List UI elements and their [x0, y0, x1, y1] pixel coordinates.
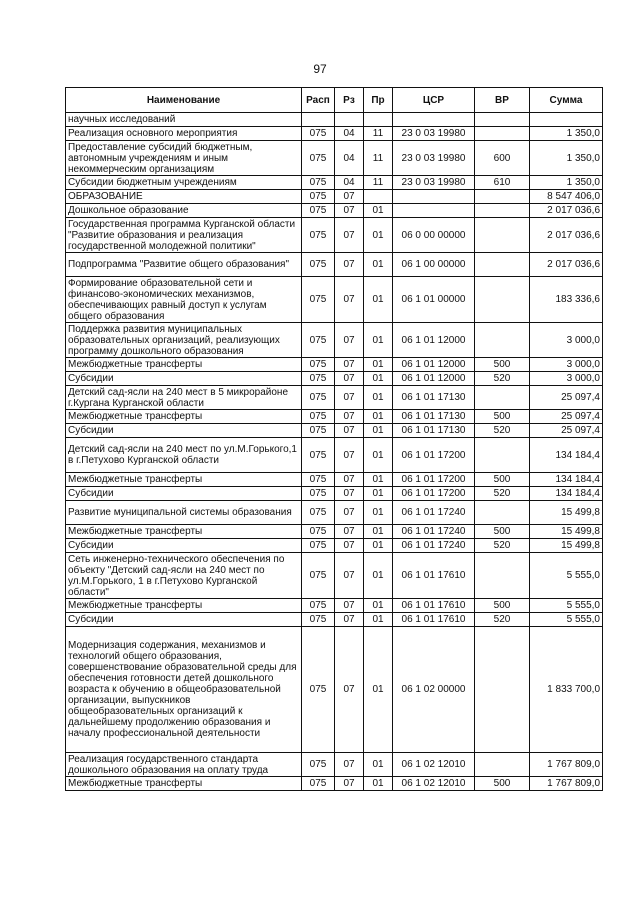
table-row: [66, 204, 603, 218]
row-sum: 15 499,8: [530, 539, 603, 553]
row-sum: 134 184,4: [530, 438, 603, 473]
table-row: [66, 599, 603, 613]
row-sum: 183 336,6: [530, 277, 603, 323]
row-vr: [475, 190, 530, 204]
row-csr: 06 1 01 00000: [393, 277, 475, 323]
row-vr: [475, 204, 530, 218]
row-sum: 1 350,0: [530, 176, 603, 190]
row-name: Межбюджетные трансферты: [66, 777, 302, 791]
table-row: [66, 501, 603, 525]
row-rasp: 075: [302, 501, 335, 525]
row-rasp: 075: [302, 253, 335, 277]
row-pr: 01: [364, 424, 393, 438]
header-name: Наименование: [66, 88, 302, 113]
header-row: [66, 88, 603, 113]
row-vr: 500: [475, 473, 530, 487]
row-sum: 1 767 809,0: [530, 753, 603, 777]
row-rasp: 075: [302, 424, 335, 438]
row-vr: 500: [475, 777, 530, 791]
row-rasp: 075: [302, 127, 335, 141]
row-name: ОБРАЗОВАНИЕ: [66, 190, 302, 204]
row-pr: 01: [364, 539, 393, 553]
row-rasp: 075: [302, 386, 335, 410]
header-csr: ЦСР: [393, 88, 475, 113]
row-vr: 500: [475, 525, 530, 539]
table-row: [66, 372, 603, 386]
row-rz: 07: [335, 627, 364, 753]
row-pr: 01: [364, 599, 393, 613]
table-row: [66, 323, 603, 358]
row-pr: 01: [364, 204, 393, 218]
row-csr: 06 0 00 00000: [393, 218, 475, 253]
table-row: [66, 127, 603, 141]
table-row: [66, 487, 603, 501]
row-rz: 07: [335, 358, 364, 372]
row-vr: 520: [475, 613, 530, 627]
row-csr: 06 1 01 17610: [393, 599, 475, 613]
row-name: Межбюджетные трансферты: [66, 358, 302, 372]
table-row: [66, 613, 603, 627]
row-csr: [393, 190, 475, 204]
row-pr: 11: [364, 176, 393, 190]
row-rz: 04: [335, 176, 364, 190]
row-rasp: 075: [302, 473, 335, 487]
row-rz: 07: [335, 386, 364, 410]
row-rz: 07: [335, 218, 364, 253]
row-rasp: 075: [302, 358, 335, 372]
row-vr: [475, 323, 530, 358]
row-name: Межбюджетные трансферты: [66, 525, 302, 539]
table-row: [66, 218, 603, 253]
header-rz: Рз: [335, 88, 364, 113]
row-rz: 04: [335, 141, 364, 176]
table-row: [66, 424, 603, 438]
row-rasp: 075: [302, 190, 335, 204]
row-rz: 07: [335, 777, 364, 791]
row-vr: [475, 627, 530, 753]
row-name: Межбюджетные трансферты: [66, 599, 302, 613]
row-name: Формирование образовательной сети и финансово-экономических механизмов, обеспечивающих равный доступ к услугам общего образования: [66, 277, 302, 323]
row-sum: 1 767 809,0: [530, 777, 603, 791]
row-name: Межбюджетные трансферты: [66, 410, 302, 424]
row-rasp: 075: [302, 204, 335, 218]
row-csr: 06 1 01 17200: [393, 487, 475, 501]
row-rz: 07: [335, 753, 364, 777]
row-rz: 07: [335, 190, 364, 204]
row-rz: 07: [335, 501, 364, 525]
row-vr: 500: [475, 599, 530, 613]
row-rz: 07: [335, 323, 364, 358]
table-row: [66, 627, 603, 753]
row-sum: 1 350,0: [530, 127, 603, 141]
row-rasp: 075: [302, 323, 335, 358]
row-pr: 01: [364, 372, 393, 386]
row-csr: 06 1 02 12010: [393, 777, 475, 791]
row-vr: [475, 113, 530, 127]
row-rasp: 075: [302, 487, 335, 501]
header-pr: Пр: [364, 88, 393, 113]
row-rz: 07: [335, 473, 364, 487]
row-name: Дошкольное образование: [66, 204, 302, 218]
row-csr: 06 1 01 17200: [393, 473, 475, 487]
row-pr: 01: [364, 277, 393, 323]
table-row: [66, 277, 603, 323]
row-name: Предоставление субсидий бюджетным, автономным учреждениям и иным некоммерческим организациям: [66, 141, 302, 176]
row-rz: 07: [335, 204, 364, 218]
table-row: [66, 410, 603, 424]
row-name: Субсидии: [66, 613, 302, 627]
row-name: Субсидии: [66, 372, 302, 386]
row-csr: 06 1 01 17130: [393, 424, 475, 438]
row-rz: 07: [335, 424, 364, 438]
row-pr: 01: [364, 410, 393, 424]
row-sum: 3 000,0: [530, 358, 603, 372]
row-vr: [475, 438, 530, 473]
row-csr: 06 1 01 17130: [393, 410, 475, 424]
row-name: Субсидии: [66, 487, 302, 501]
row-sum: 134 184,4: [530, 487, 603, 501]
row-name: Субсидии: [66, 424, 302, 438]
row-pr: 01: [364, 487, 393, 501]
row-name: Государственная программа Курганской области "Развитие образования и реализация государственной молодежной политики": [66, 218, 302, 253]
row-rasp: 075: [302, 438, 335, 473]
budget-table: [65, 87, 603, 791]
row-pr: 01: [364, 473, 393, 487]
row-pr: [364, 190, 393, 204]
row-rasp: 075: [302, 141, 335, 176]
row-csr: 06 1 01 17610: [393, 613, 475, 627]
row-csr: 06 1 01 12000: [393, 372, 475, 386]
row-name: Реализация государственного стандарта дошкольного образования на оплату труда: [66, 753, 302, 777]
row-name: Детский сад-ясли на 240 мест по ул.М.Горького,1 в г.Петухово Курганской области: [66, 438, 302, 473]
row-pr: 01: [364, 358, 393, 372]
row-name: Межбюджетные трансферты: [66, 473, 302, 487]
row-vr: 520: [475, 539, 530, 553]
header-vr: ВР: [475, 88, 530, 113]
table-row: [66, 753, 603, 777]
table-row: [66, 113, 603, 127]
row-vr: [475, 386, 530, 410]
row-csr: 06 1 01 17240: [393, 539, 475, 553]
row-rasp: 075: [302, 539, 335, 553]
row-pr: 01: [364, 218, 393, 253]
row-rz: 07: [335, 553, 364, 599]
row-pr: 01: [364, 753, 393, 777]
row-sum: 2 017 036,6: [530, 204, 603, 218]
row-sum: [530, 113, 603, 127]
row-vr: [475, 277, 530, 323]
row-name: Подпрограмма "Развитие общего образования": [66, 253, 302, 277]
row-csr: 23 0 03 19980: [393, 127, 475, 141]
row-pr: 11: [364, 141, 393, 176]
row-sum: 5 555,0: [530, 613, 603, 627]
row-vr: 610: [475, 176, 530, 190]
row-sum: 25 097,4: [530, 386, 603, 410]
row-pr: [364, 113, 393, 127]
table-row: [66, 539, 603, 553]
row-csr: 23 0 03 19980: [393, 141, 475, 176]
row-name: Поддержка развития муниципальных образовательных организаций, реализующих программу дошкольного образования: [66, 323, 302, 358]
row-pr: 01: [364, 553, 393, 599]
row-rz: 07: [335, 525, 364, 539]
row-csr: 06 1 02 00000: [393, 627, 475, 753]
row-rasp: 075: [302, 777, 335, 791]
row-rasp: 075: [302, 599, 335, 613]
row-rz: 07: [335, 539, 364, 553]
row-sum: 3 000,0: [530, 372, 603, 386]
row-rasp: 075: [302, 525, 335, 539]
row-rz: 07: [335, 487, 364, 501]
row-sum: 3 000,0: [530, 323, 603, 358]
row-rasp: 075: [302, 613, 335, 627]
row-rz: 07: [335, 372, 364, 386]
row-csr: [393, 113, 475, 127]
row-pr: 01: [364, 253, 393, 277]
row-name: Реализация основного мероприятия: [66, 127, 302, 141]
row-vr: [475, 218, 530, 253]
row-csr: 06 1 00 00000: [393, 253, 475, 277]
table-row: [66, 438, 603, 473]
row-csr: 23 0 03 19980: [393, 176, 475, 190]
table-row: [66, 386, 603, 410]
row-sum: 25 097,4: [530, 410, 603, 424]
row-name: Модернизация содержания, механизмов и технологий общего образования, совершенствование образовательной среды для обеспечения готовности детей дошкольного возраста к обучению в общеобразовательной организации, выпускников общеобразовательных организаций к дальнейшему продолжению образования и началу профессиональной деятельности: [66, 627, 302, 753]
row-rz: 07: [335, 253, 364, 277]
table-row: [66, 358, 603, 372]
header-rasp: Расп: [302, 88, 335, 113]
table-row: [66, 777, 603, 791]
row-vr: 500: [475, 410, 530, 424]
row-name: Субсидии: [66, 539, 302, 553]
row-name: Детский сад-ясли на 240 мест в 5 микрорайоне г.Кургана Курганской области: [66, 386, 302, 410]
row-sum: 2 017 036,6: [530, 253, 603, 277]
row-vr: 500: [475, 358, 530, 372]
page-number: 97: [313, 62, 327, 76]
row-sum: 2 017 036,6: [530, 218, 603, 253]
row-rz: 07: [335, 613, 364, 627]
row-pr: 01: [364, 323, 393, 358]
row-vr: 520: [475, 372, 530, 386]
row-vr: [475, 553, 530, 599]
row-name: Развитие муниципальной системы образования: [66, 501, 302, 525]
table-row: [66, 253, 603, 277]
row-sum: 5 555,0: [530, 553, 603, 599]
row-pr: 01: [364, 613, 393, 627]
row-vr: 520: [475, 424, 530, 438]
row-sum: 15 499,8: [530, 501, 603, 525]
row-csr: [393, 204, 475, 218]
row-csr: 06 1 01 17200: [393, 438, 475, 473]
row-sum: 134 184,4: [530, 473, 603, 487]
row-rasp: 075: [302, 627, 335, 753]
row-vr: [475, 127, 530, 141]
row-pr: 01: [364, 525, 393, 539]
row-name: Субсидии бюджетным учреждениям: [66, 176, 302, 190]
table-row: [66, 141, 603, 176]
row-csr: 06 1 01 17610: [393, 553, 475, 599]
row-csr: 06 1 01 12000: [393, 358, 475, 372]
row-rasp: [302, 113, 335, 127]
header-sum: Сумма: [530, 88, 603, 113]
table-row: [66, 525, 603, 539]
row-sum: 25 097,4: [530, 424, 603, 438]
row-pr: 11: [364, 127, 393, 141]
row-vr: 520: [475, 487, 530, 501]
row-vr: [475, 501, 530, 525]
row-csr: 06 1 01 17240: [393, 525, 475, 539]
row-csr: 06 1 01 12000: [393, 323, 475, 358]
row-pr: 01: [364, 438, 393, 473]
row-sum: 8 547 406,0: [530, 190, 603, 204]
row-rz: 07: [335, 277, 364, 323]
row-name: научных исследований: [66, 113, 302, 127]
row-csr: 06 1 01 17130: [393, 386, 475, 410]
row-rasp: 075: [302, 277, 335, 323]
row-rasp: 075: [302, 410, 335, 424]
row-rasp: 075: [302, 372, 335, 386]
table-row: [66, 553, 603, 599]
row-sum: 15 499,8: [530, 525, 603, 539]
row-vr: 600: [475, 141, 530, 176]
row-csr: 06 1 01 17240: [393, 501, 475, 525]
row-pr: 01: [364, 627, 393, 753]
row-rasp: 075: [302, 176, 335, 190]
row-rasp: 075: [302, 753, 335, 777]
row-sum: 5 555,0: [530, 599, 603, 613]
row-rz: 07: [335, 599, 364, 613]
row-pr: 01: [364, 501, 393, 525]
row-sum: 1 833 700,0: [530, 627, 603, 753]
row-rz: [335, 113, 364, 127]
table-row: [66, 176, 603, 190]
row-csr: 06 1 02 12010: [393, 753, 475, 777]
table-row: [66, 190, 603, 204]
row-rasp: 075: [302, 218, 335, 253]
row-rz: 04: [335, 127, 364, 141]
row-vr: [475, 253, 530, 277]
row-pr: 01: [364, 777, 393, 791]
row-name: Сеть инженерно-технического обеспечения по объекту "Детский сад-ясли на 240 мест по ул.М.Горького, 1 в г.Петухово Курганской области": [66, 553, 302, 599]
row-pr: 01: [364, 386, 393, 410]
row-vr: [475, 753, 530, 777]
row-rz: 07: [335, 438, 364, 473]
row-rasp: 075: [302, 553, 335, 599]
table-row: [66, 473, 603, 487]
row-rz: 07: [335, 410, 364, 424]
row-sum: 1 350,0: [530, 141, 603, 176]
